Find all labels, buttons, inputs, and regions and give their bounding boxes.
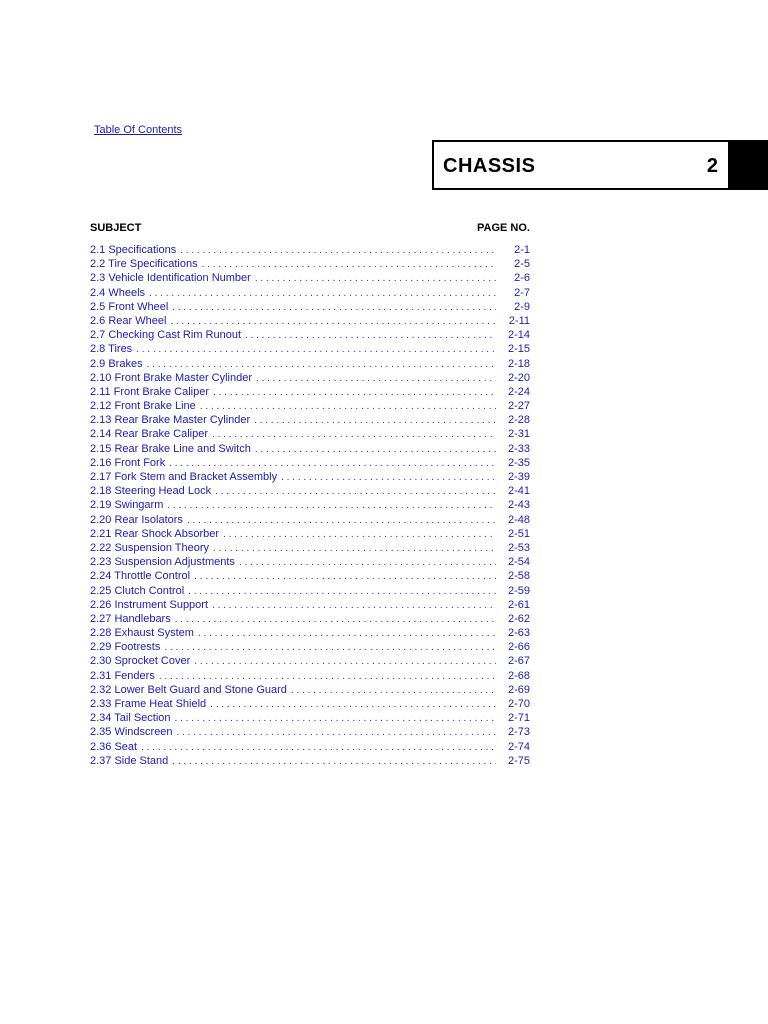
toc-entry-page-number: 2-43 <box>507 499 530 512</box>
dot-leader <box>254 414 496 427</box>
toc-entry-label: 2.3 Vehicle Identification Number <box>90 272 251 285</box>
toc-entry-page-number: 2-67 <box>507 655 530 668</box>
toc-entry[interactable] <box>90 342 530 356</box>
dot-leader <box>164 641 496 654</box>
toc-entry[interactable] <box>90 243 530 257</box>
toc-entry[interactable] <box>90 271 530 285</box>
dot-leader <box>291 684 496 697</box>
toc-entry[interactable] <box>90 725 530 739</box>
toc-entry-label: 2.36 Seat <box>90 740 138 753</box>
toc-entry-label: 2.7 Checking Cast Rim Runout <box>90 329 242 342</box>
toc-entry-label: 2.23 Suspension Adjustments <box>90 556 235 569</box>
toc-entry[interactable] <box>90 555 530 569</box>
toc-entry-page-number: 2-59 <box>507 584 530 597</box>
toc-entry-label: 2.6 Rear Wheel <box>90 314 167 327</box>
dot-leader <box>215 485 496 498</box>
toc-entry-page-number: 2-53 <box>507 541 530 554</box>
toc-entry-label: 2.31 Fenders <box>90 669 155 682</box>
toc-entry-page-number: 2-73 <box>507 726 530 739</box>
toc-entry-page-number: 2-58 <box>507 570 530 583</box>
toc-entry[interactable] <box>90 442 530 456</box>
toc-entry-label: 2.21 Rear Shock Absorber <box>90 527 220 540</box>
dot-leader <box>187 514 496 527</box>
toc-entry-page-number: 2-15 <box>507 343 530 356</box>
toc-entry[interactable] <box>90 711 530 725</box>
dot-leader <box>159 670 496 683</box>
toc-entry[interactable] <box>90 569 530 583</box>
toc-entry-page-number: 2-31 <box>507 428 530 441</box>
toc-entry-label: 2.13 Rear Brake Master Cylinder <box>90 414 251 427</box>
toc-entry[interactable] <box>90 257 530 271</box>
toc-entry-label: 2.4 Wheels <box>90 286 146 299</box>
toc-entry[interactable] <box>90 470 530 484</box>
toc-entry-page-number: 2-33 <box>507 442 530 455</box>
toc-entry-label: 2.29 Footrests <box>90 641 161 654</box>
toc-entry-page-number: 2-75 <box>507 754 530 767</box>
toc-entry[interactable] <box>90 456 530 470</box>
toc-entry-page-number: 2-61 <box>507 598 530 611</box>
toc-entry-label: 2.5 Front Wheel <box>90 300 169 313</box>
toc-entry[interactable] <box>90 683 530 697</box>
dot-leader <box>213 386 496 399</box>
subject-column-header: SUBJECT <box>90 222 142 234</box>
toc-entry-page-number: 2-68 <box>507 669 530 682</box>
dot-leader <box>175 712 496 725</box>
dot-leader <box>180 244 496 257</box>
toc-entry-label: 2.25 Clutch Control <box>90 584 185 597</box>
toc-entry[interactable] <box>90 754 530 768</box>
dot-leader <box>202 258 496 271</box>
toc-entry[interactable] <box>90 385 530 399</box>
dot-leader <box>147 358 496 371</box>
toc-entry-page-number: 2-51 <box>507 527 530 540</box>
chapter-number: 2 <box>706 155 718 177</box>
dot-leader <box>172 301 496 314</box>
dot-leader <box>239 556 496 569</box>
dot-leader <box>194 570 496 583</box>
dot-leader <box>141 741 496 754</box>
toc-entry[interactable] <box>90 527 530 541</box>
dot-leader <box>223 528 496 541</box>
toc-entry-label: 2.15 Rear Brake Line and Switch <box>90 442 251 455</box>
toc-entry[interactable] <box>90 484 530 498</box>
dot-leader <box>255 272 496 285</box>
toc-entry-label: 2.14 Rear Brake Caliper <box>90 428 209 441</box>
toc-entry-page-number: 2-24 <box>507 385 530 398</box>
toc-entry-label: 2.9 Brakes <box>90 357 143 370</box>
page-number-column-header: PAGE NO. <box>477 222 530 234</box>
toc-entry-page-number: 2-74 <box>507 740 530 753</box>
toc-entry-label: 2.26 Instrument Support <box>90 598 209 611</box>
toc-entry-label: 2.18 Steering Head Lock <box>90 485 212 498</box>
dot-leader <box>172 755 496 768</box>
dot-leader <box>136 343 496 356</box>
dot-leader <box>170 315 496 328</box>
toc-entry[interactable] <box>90 697 530 711</box>
toc-entry[interactable] <box>90 654 530 668</box>
table-of-contents-link[interactable]: Table Of Contents <box>94 124 183 136</box>
toc-entry-label: 2.22 Suspension Theory <box>90 541 210 554</box>
toc-entry-page-number: 2-71 <box>507 712 530 725</box>
toc-entry-page-number: 2-18 <box>507 357 530 370</box>
chapter-header-box <box>432 140 730 190</box>
toc-entry-label: 2.1 Specifications <box>90 244 177 256</box>
toc-entry[interactable] <box>90 584 530 598</box>
toc-entry[interactable] <box>90 357 530 371</box>
toc-entry-page-number: 2-62 <box>507 612 530 625</box>
toc-entry[interactable] <box>90 427 530 441</box>
dot-leader <box>245 329 496 342</box>
toc-entry-page-number: 2-1 <box>514 244 530 256</box>
toc-entry-label: 2.30 Sprocket Cover <box>90 655 191 668</box>
toc-entry-label: 2.27 Handlebars <box>90 612 171 625</box>
dot-leader <box>177 726 496 739</box>
toc-entry-page-number: 2-63 <box>507 627 530 640</box>
toc-entry-label: 2.20 Rear Isolators <box>90 513 183 526</box>
dot-leader <box>213 542 496 555</box>
dot-leader <box>194 655 496 668</box>
toc-entry-label: 2.28 Exhaust System <box>90 627 194 640</box>
toc-entry-label: 2.34 Tail Section <box>90 712 171 725</box>
dot-leader <box>212 599 496 612</box>
chapter-tab-marker <box>730 140 768 190</box>
toc-entry[interactable] <box>90 513 530 527</box>
toc-entry-label: 2.24 Throttle Control <box>90 570 191 583</box>
toc-entry[interactable] <box>90 300 530 314</box>
toc-entry-label: 2.2 Tire Specifications <box>90 258 198 271</box>
toc-entry[interactable] <box>90 314 530 328</box>
dot-leader <box>212 428 496 441</box>
toc-entry-page-number: 2-6 <box>514 272 530 285</box>
toc-entry[interactable] <box>90 598 530 612</box>
toc-entry[interactable] <box>90 371 530 385</box>
chapter-title: CHASSIS <box>443 155 536 177</box>
dot-leader <box>169 457 496 470</box>
toc-entry-page-number: 2-69 <box>507 683 530 696</box>
toc-entry-page-number: 2-28 <box>507 414 530 427</box>
toc-entry-page-number: 2-9 <box>514 300 530 313</box>
toc-entry-page-number: 2-39 <box>507 471 530 483</box>
dot-leader <box>198 627 496 640</box>
toc-entry-page-number: 2-66 <box>507 641 530 654</box>
toc-entry-label: 2.16 Front Fork <box>90 456 166 469</box>
toc-entry-page-number: 2-5 <box>514 258 530 271</box>
toc-entry-label: 2.35 Windscreen <box>90 726 173 739</box>
toc-entry-label: 2.8 Tires <box>90 343 133 356</box>
toc-entry-label: 2.12 Front Brake Line <box>90 400 196 413</box>
dot-leader <box>200 400 496 413</box>
dot-leader <box>210 698 496 711</box>
toc-entry-label: 2.11 Front Brake Caliper <box>90 385 210 398</box>
toc-entry[interactable] <box>90 541 530 555</box>
toc-entry[interactable] <box>90 740 530 754</box>
toc-entry-page-number: 2-41 <box>507 485 530 498</box>
toc-entry[interactable] <box>90 328 530 342</box>
toc-entry-page-number: 2-54 <box>507 556 530 569</box>
dot-leader <box>188 585 496 598</box>
dot-leader <box>281 471 496 484</box>
toc-entry-label: 2.17 Fork Stem and Bracket Assembly <box>90 471 278 483</box>
toc-entry-page-number: 2-11 <box>508 314 530 327</box>
toc-entry[interactable] <box>90 286 530 300</box>
table-of-contents-list <box>90 243 530 768</box>
toc-entry-page-number: 2-35 <box>507 456 530 469</box>
toc-entry-label: 2.37 Side Stand <box>90 754 169 767</box>
toc-entry-label: 2.32 Lower Belt Guard and Stone Guard <box>90 683 287 696</box>
toc-entry-page-number: 2-14 <box>507 329 530 342</box>
toc-entry[interactable] <box>90 640 530 654</box>
toc-entry-label: 2.19 Swingarm <box>90 499 164 512</box>
toc-entry[interactable] <box>90 626 530 640</box>
toc-entry-page-number: 2-27 <box>507 400 530 413</box>
dot-leader <box>255 443 496 456</box>
toc-entry[interactable] <box>90 498 530 512</box>
dot-leader <box>175 613 496 626</box>
toc-entry-page-number: 2-7 <box>514 286 530 299</box>
toc-entry-label: 2.33 Frame Heat Shield <box>90 698 207 710</box>
toc-entry-page-number: 2-70 <box>507 698 530 710</box>
dot-leader <box>149 287 496 300</box>
dot-leader <box>167 499 496 512</box>
toc-entry[interactable] <box>90 399 530 413</box>
toc-entry-label: 2.10 Front Brake Master Cylinder <box>90 371 253 384</box>
toc-entry[interactable] <box>90 669 530 683</box>
toc-entry-page-number: 2-48 <box>507 513 530 526</box>
toc-entry-page-number: 2-20 <box>507 371 530 384</box>
dot-leader <box>256 372 496 385</box>
toc-entry[interactable] <box>90 612 530 626</box>
toc-entry[interactable] <box>90 413 530 427</box>
